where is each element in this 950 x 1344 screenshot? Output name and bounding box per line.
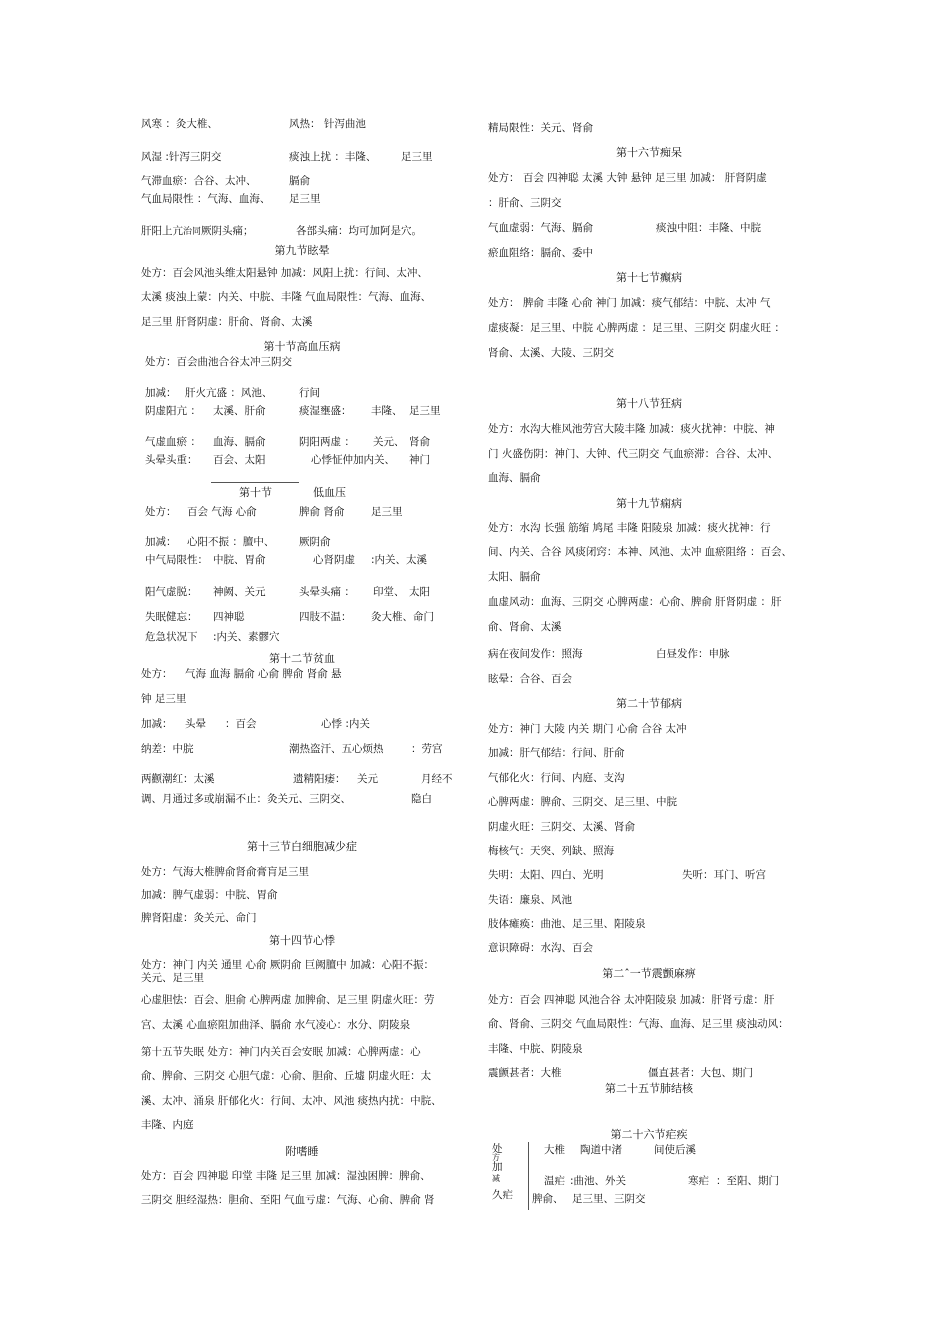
liver-yang-line: [141, 224, 254, 239]
text-line: 加减：脾气虚弱：中脘、胃俞: [141, 889, 278, 901]
section-title: 第二ˆ一节震颤麻痹: [602, 967, 696, 980]
text: 震颤甚者：大椎: [488, 1067, 562, 1079]
text: 减: [492, 1174, 500, 1183]
text: 痰湿壅盛：: [299, 405, 352, 417]
text: 温疟: [544, 1175, 565, 1187]
text: 陶道中渚: [580, 1144, 622, 1156]
text-line: 瘀血阻络：膈俞、委中: [488, 247, 593, 259]
text-line: 心虚胆怯：百会、胆俞 心脾两虚 加脾俞、足三里 阴虚火旺：劳: [141, 994, 435, 1006]
text: ：至阳、期门: [716, 1175, 779, 1187]
section-title: 低血压: [313, 486, 346, 499]
text: :内关、素髎穴: [213, 631, 280, 643]
text-line: 太溪 痰浊上蒙：内关、中脘、丰隆 气血局限性：气海、血海、: [141, 291, 432, 303]
text-line: 处方：神门 大陵 内关 期门 心俞 合谷 太冲: [488, 723, 687, 735]
text: 月经不: [421, 773, 453, 785]
text: 加减：: [141, 718, 173, 730]
section-title: 第十三节白细胞减少症: [247, 840, 357, 853]
text: 治同: [183, 227, 202, 237]
text: 心悸 :内关: [321, 718, 370, 730]
text-line: 肢体瘫痪：曲池、足三里、阳陵泉: [488, 918, 646, 930]
section-title: 第十八节狂病: [616, 397, 682, 410]
text: 痰浊中阻：丰隆、中脘: [656, 222, 761, 234]
text-line: 脾肾阳虚：灸关元、命门: [141, 912, 257, 924]
text-line: 虚痰凝：足三里、中脘 心脾两虚 ：足三里、三阴交 阴虚火旺 ：: [488, 322, 785, 334]
divider: [528, 1142, 529, 1210]
text: 印堂、: [373, 586, 405, 598]
text: 足三里: [409, 405, 441, 417]
text-line: 俞、脾俞、三阴交 心胆气虚：心俞、胆俞、丘墟 阴虚火旺：太: [141, 1070, 432, 1082]
text: 遗精阳痿：: [293, 773, 346, 785]
text: 气海 血海 膈俞 心俞 脾俞 肾俞 悬: [185, 668, 342, 680]
text-line: 血虚风动：血海、三阴交 心脾两虚：心俞、脾俞 肝肾阴虚 ：肝: [488, 596, 782, 608]
text-line: 俞、肾俞、太溪: [488, 621, 562, 633]
text: 四神聪: [213, 611, 245, 623]
text: 处方：: [145, 506, 177, 518]
text: 纳差：中脘: [141, 743, 194, 755]
text-line: 处方：百会 四神聪 风池合谷 太冲阳陵泉 加减：肝肾亏虚：肝: [488, 994, 775, 1006]
section-title: 第十二节贫血: [269, 652, 335, 665]
text-line: 三阴交 胆经湿热：胆俞、至阳 气血亏虚：气海、心俞、脾俞 肾: [141, 1194, 435, 1206]
text: 失明：太阳、四白、光明: [488, 869, 604, 881]
section-title: 第十四节心悸: [269, 934, 335, 947]
text-line: 血海、膈俞: [488, 472, 541, 484]
text-line: 太阳、膈俞: [488, 571, 541, 583]
text: 各部头痛：均可加阿是穴。: [296, 225, 422, 237]
text: 中气局限性：: [145, 554, 208, 566]
text-line: ：肝俞、三阴交: [488, 197, 562, 209]
text: 行间: [299, 387, 320, 399]
text-line: 关元、足三里: [141, 972, 204, 984]
text: 心悸怔仲加内关、: [311, 454, 395, 466]
text: 百会 气海 心俞: [187, 506, 257, 518]
text: 气虚血瘀 ：: [145, 436, 201, 448]
text-line: 处方：百会 四神聪 印堂 丰隆 足三里 加减：湿浊困脾：脾俞、: [141, 1170, 431, 1182]
side-labels: [492, 1143, 513, 1201]
text: 足三里、三阴交: [572, 1193, 646, 1205]
text: 脾俞 肾俞: [299, 506, 345, 518]
text: 阴阳两虚 ：: [299, 436, 355, 448]
text: 四肢不温：: [299, 611, 352, 623]
text: 阳气虚脱：: [145, 586, 198, 598]
text: 处方：: [141, 668, 173, 680]
text-line: 失语：廉泉、风池: [488, 894, 572, 906]
text: 痰浊上扰 ：丰隆、: [289, 151, 377, 163]
divider: [211, 482, 299, 483]
text-line: 精局限性：关元、肾俞: [488, 122, 593, 134]
text: 脾俞、: [532, 1193, 564, 1205]
text-line: 加减：肝气郁结：行间、肝俞: [488, 747, 625, 759]
text-line: 阴虚火旺：三阴交、太溪、肾俞: [488, 821, 635, 833]
section-title: 第二十五节肺结核: [605, 1082, 693, 1095]
text: 关元、: [373, 436, 405, 448]
text-line: 肾俞、太溪、大陵、三阴交: [488, 347, 614, 359]
text-line: 第十五节失眠 处方：神门内关百会安眠 加减：心脾两虚：心: [141, 1046, 421, 1058]
text: 头晕头重：: [145, 454, 198, 466]
text-line: 处方：百会风池头维太阳悬钟 加减：风阳上扰：行间、太冲、: [141, 267, 428, 279]
text-line: 丰隆、内庭: [141, 1119, 194, 1131]
section-title: 附嗜睡: [285, 1145, 319, 1158]
text: 太溪、肝俞: [213, 405, 266, 417]
text: 失眠健忘：: [145, 611, 198, 623]
text-line: 气郁化火：行间、内庭、支沟: [488, 772, 625, 784]
text-line: 俞、肾俞、三阴交 气血局限性：气海、血海、足三里 痰浊动风：: [488, 1018, 789, 1030]
text: :曲池、外关: [570, 1175, 627, 1187]
text: 寒疟: [688, 1175, 709, 1187]
text: ：劳宫: [411, 743, 443, 755]
text: 中脘、胃俞: [213, 554, 266, 566]
text: 丰隆、: [371, 405, 403, 417]
text: 加减：: [145, 387, 177, 399]
text: 厥阴俞: [299, 536, 331, 548]
text-line: 处方： 脾俞 丰隆 心俞 神门 加减：痰气郁结：中脘、太冲 气: [488, 297, 771, 309]
text: 气滞血瘀：合谷、太冲、: [141, 175, 257, 187]
text: 病在夜间发作：照海: [488, 648, 583, 660]
text: 间使后溪: [654, 1144, 696, 1156]
text: 灸大椎、命门: [371, 611, 434, 623]
text: :内关、太溪: [371, 554, 428, 566]
section-title: 第十七节癫病: [616, 271, 682, 284]
section-title: 第二十六节疟疾: [610, 1128, 688, 1141]
text-line: 门 火盛伤阴：神门、大钟、代三阴交 气血瘀滞：合谷、太冲、: [488, 448, 779, 460]
text-line: 梅核气：天突、列缺、照海: [488, 845, 614, 857]
text-line: 处方：水沟 长强 筋缩 鸠尾 丰隆 阳陵泉 加减：痰火扰神：行: [488, 522, 771, 534]
text: 心阳不振 ：膻中、: [187, 536, 275, 548]
text: 足三里: [371, 506, 403, 518]
text: 心肾阴虚: [313, 554, 355, 566]
text: 肾俞: [409, 436, 430, 448]
text: 头晕: [185, 718, 206, 730]
text: 白昼发作：申脉: [656, 648, 730, 660]
text: 阴虚阳亢 ：: [145, 405, 201, 417]
text: 厥阴头痛；: [201, 225, 254, 237]
text: ：百会: [225, 718, 257, 730]
section-title: 第十节高血压病: [263, 340, 341, 353]
text-line: 溪、太冲、涌泉 肝郁化火：行间、太冲、风池 痰热内扰：中脘、: [141, 1095, 442, 1107]
text: 太阳: [409, 586, 430, 598]
section-title: 第十九节痫病: [616, 497, 682, 510]
text: 关元: [357, 773, 378, 785]
text: 肝阳上亢: [141, 225, 183, 237]
section-title: 第二十节郁病: [616, 697, 682, 710]
text: 风寒 ：灸大椎、: [141, 118, 218, 130]
text: 头晕头痛 ：: [299, 586, 355, 598]
text: 隐白: [411, 793, 432, 805]
text-line: 心脾两虚：脾俞、三阴交、足三里、中脘: [488, 796, 677, 808]
text-line: 足三里 肝肾阴虚：肝俞、肾俞、太溪: [141, 316, 313, 328]
text: 神门: [409, 454, 430, 466]
text: 肝火亢盛 ：风池、: [185, 387, 273, 399]
text: 加: [492, 1161, 503, 1173]
text: 方: [492, 1153, 500, 1162]
text: 神阙、关元: [213, 586, 266, 598]
text-line: 钟 足三里: [141, 693, 187, 705]
text: 加减：: [145, 536, 177, 548]
text-line: 处方：水沟大椎风池劳宫大陵丰隆 加减：痰火扰神：中脘、神: [488, 423, 775, 435]
text: 两颧潮红：太溪: [141, 773, 215, 785]
section-title: 第十六节痴呆: [616, 146, 682, 159]
text: 僵直甚者：大包、期门: [648, 1067, 753, 1079]
text-line: 间、内关、合谷 风痰闭窍：本神、风池、太冲 血瘀阻络 ：百会、: [488, 546, 793, 558]
text-line: 丰隆、中脘、阴陵泉: [488, 1043, 583, 1055]
text-line: 宫、太溪 心血瘀阻加曲泽、膈俞 水气凌心：水分、阴陵泉: [141, 1019, 411, 1031]
text-line: 眩晕：合谷、百会: [488, 673, 572, 685]
text: 风湿 :针泻三阴交: [141, 151, 222, 163]
text-line: 处方： 百会 四神聪 太溪 大钟 悬钟 足三里 加减： 肝肾阴虚: [488, 172, 767, 184]
text: 足三里: [289, 193, 321, 205]
text-line: 处方：百会曲池合谷太冲三阴交: [145, 356, 292, 368]
text: 气血虚弱：气海、膈俞: [488, 222, 593, 234]
text: 调、月通过多或崩漏不止：灸关元、三阴交、: [141, 793, 351, 805]
text: 危急状况下: [145, 631, 198, 643]
text: 处: [492, 1143, 503, 1155]
text: 潮热盗汗、五心烦热: [289, 743, 384, 755]
text: 失听：耳门、听宫: [682, 869, 766, 881]
text: 风热： 针泻曲池: [289, 118, 366, 130]
section-title: 第十节: [239, 486, 272, 499]
text: 百会、太阳: [213, 454, 266, 466]
text-line: 意识障碍：水沟、百会: [488, 942, 593, 954]
text-line: 处方：气海大椎脾俞肾俞膏肓足三里: [141, 866, 309, 878]
text: 膈俞: [289, 175, 310, 187]
text: 足三里: [401, 151, 433, 163]
text: 大椎: [544, 1144, 565, 1156]
text: 气血局限性 ：气海、血海、: [141, 193, 271, 205]
text-line: 处方：神门 内关 通里 心俞 厥阴俞 巨阙膻中 加减：心阳不振：: [141, 959, 435, 971]
section-title: 第九节眩晕: [274, 244, 330, 257]
text: 血海、膈俞: [213, 436, 266, 448]
text: 久疟: [492, 1189, 513, 1201]
